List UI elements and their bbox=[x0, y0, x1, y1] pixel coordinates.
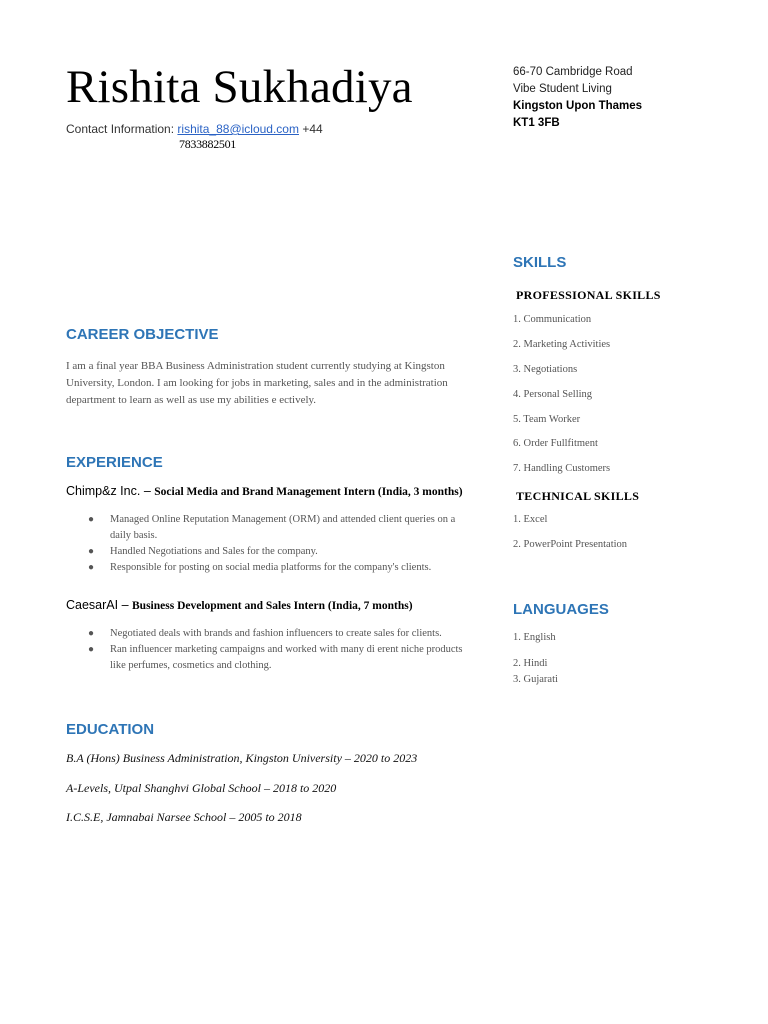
duty-text: Negotiated deals with brands and fashion influencers to create sales for clients. bbox=[110, 628, 442, 639]
contact-information bbox=[66, 121, 323, 137]
job-company: Chimp&z Inc. bbox=[66, 484, 141, 498]
job-company: CaesarAI bbox=[66, 598, 119, 612]
job-role: Business Development and Sales Intern (India, 7 months) bbox=[132, 600, 413, 612]
bullet-icon: ● bbox=[88, 562, 95, 573]
bullet-icon: ● bbox=[88, 514, 95, 525]
job-role: Social Media and Brand Management Intern (India, 3 months) bbox=[154, 486, 463, 498]
bullet-icon: ● bbox=[88, 644, 95, 655]
education-entry-2: A-Levels, Utpal Shanghvi Global School – 2018 to 2020 bbox=[66, 781, 337, 795]
list-item bbox=[66, 512, 466, 544]
job-title-2 bbox=[66, 598, 413, 612]
languages-heading: LANGUAGES bbox=[513, 601, 609, 618]
address-line-1: 66-70 Cambridge Road bbox=[513, 66, 633, 78]
skill-item: 3. Negotiations bbox=[513, 364, 578, 375]
duty-text: Managed Online Reputation Management (ORM) and attended client queries on a daily basis. bbox=[110, 514, 456, 541]
phone-prefix: +44 bbox=[302, 122, 323, 136]
list-item bbox=[66, 626, 466, 642]
list-item bbox=[66, 560, 466, 576]
career-objective-text: I am a final year BBA Business Administration student currently studying at Kingston University, London. I am looking for jobs in marketing, sales and in the administration department to learn as well as use my abilities e ectively. bbox=[66, 360, 448, 406]
job-1-duties bbox=[66, 512, 466, 576]
duty-text: Handled Negotiations and Sales for the company. bbox=[110, 546, 318, 557]
list-item bbox=[66, 642, 466, 674]
job-title-1 bbox=[66, 484, 463, 498]
skill-item: 6. Order Fullfitment bbox=[513, 438, 598, 449]
language-item: 1. English bbox=[513, 632, 556, 643]
duty-text: Ran influencer marketing campaigns and worked with many di erent niche products like perfumes, cosmetics and clothing. bbox=[110, 644, 463, 671]
bullet-icon: ● bbox=[88, 628, 95, 639]
skill-item: 5. Team Worker bbox=[513, 414, 581, 425]
job-2-duties bbox=[66, 626, 466, 674]
skill-item: 4. Personal Selling bbox=[513, 389, 593, 400]
phone-number: 7833882501 bbox=[179, 137, 237, 151]
candidate-name: Rishita Sukhadiya bbox=[66, 61, 413, 113]
skill-item: 2. PowerPoint Presentation bbox=[513, 539, 628, 550]
skill-item: 1. Communication bbox=[513, 314, 592, 325]
language-item: 2. Hindi bbox=[513, 658, 548, 669]
address-line-2: Vibe Student Living bbox=[513, 83, 612, 95]
language-item: 3. Gujarati bbox=[513, 674, 558, 685]
duty-text: Responsible for posting on social media platforms for the company's clients. bbox=[110, 562, 432, 573]
career-objective-heading: CAREER OBJECTIVE bbox=[66, 326, 219, 343]
experience-heading: EXPERIENCE bbox=[66, 454, 163, 471]
technical-skills-heading: TECHNICAL SKILLS bbox=[516, 489, 640, 503]
job-separator: – bbox=[140, 484, 155, 498]
address-line-3: Kingston Upon Thames bbox=[513, 100, 643, 112]
list-item bbox=[66, 544, 466, 560]
address-line-4: KT1 3FB bbox=[513, 117, 560, 129]
education-entry-3: I.C.S.E, Jamnabai Narsee School – 2005 to 2018 bbox=[66, 810, 302, 824]
address-block bbox=[513, 64, 642, 132]
education-entry-1: B.A (Hons) Business Administration, Kingston University – 2020 to 2023 bbox=[66, 751, 418, 765]
job-separator: – bbox=[118, 598, 133, 612]
professional-skills-heading: PROFESSIONAL SKILLS bbox=[516, 288, 661, 302]
skill-item: 7. Handling Customers bbox=[513, 463, 611, 474]
email-link[interactable]: rishita_88@icloud.com bbox=[177, 122, 299, 136]
skill-item: 2. Marketing Activities bbox=[513, 339, 611, 350]
education-heading: EDUCATION bbox=[66, 721, 155, 738]
bullet-icon: ● bbox=[88, 546, 95, 557]
contact-label: Contact Information: bbox=[66, 122, 175, 136]
skills-heading: SKILLS bbox=[513, 254, 567, 271]
skill-item: 1. Excel bbox=[513, 514, 548, 525]
